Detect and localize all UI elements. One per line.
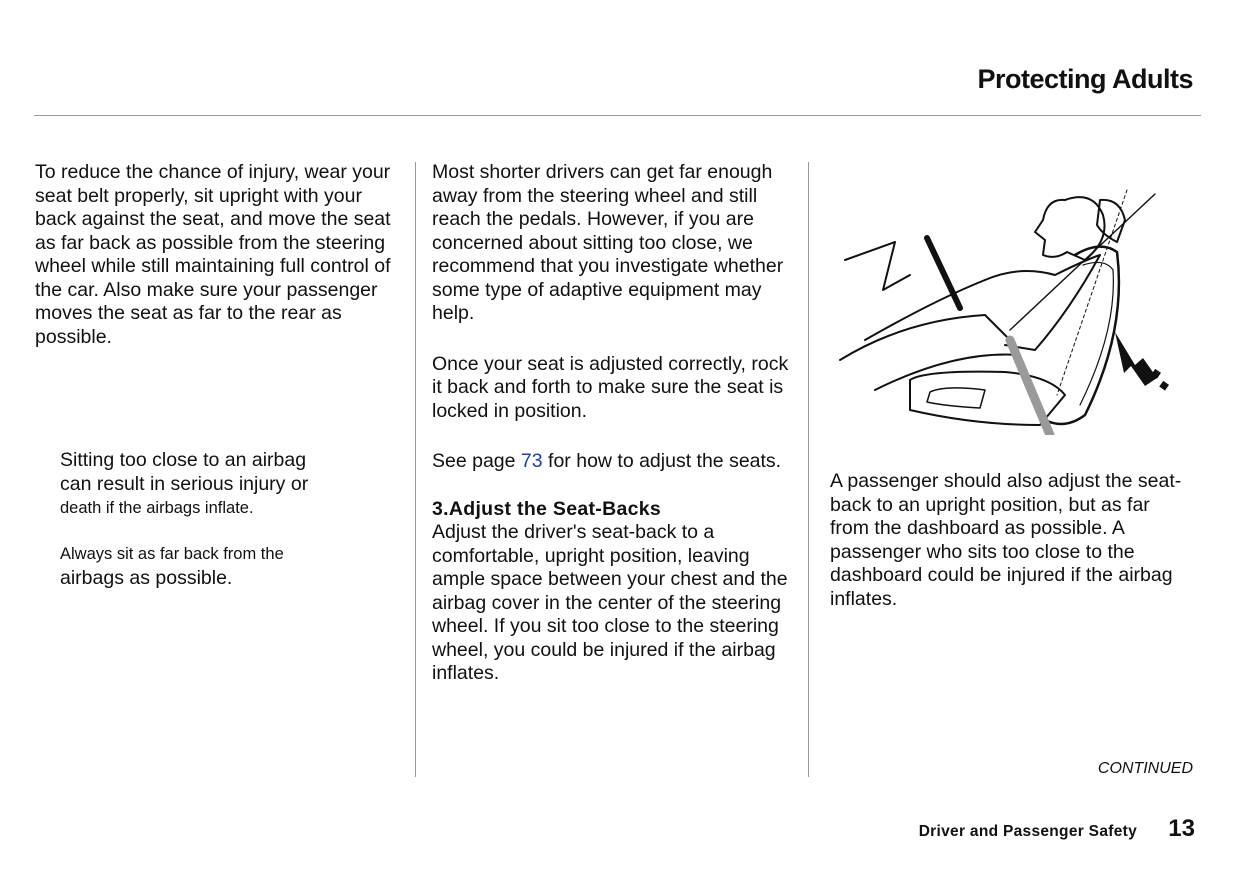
warning-line-5: airbags as possible. xyxy=(60,567,233,589)
warning-line-3: death if the airbags inflate. xyxy=(60,499,254,517)
upright-reference-line xyxy=(1057,190,1127,395)
seat-belt-upper xyxy=(1010,194,1155,330)
column-2 xyxy=(432,161,797,686)
column-3 xyxy=(830,470,1190,611)
seat-belt-lower xyxy=(1010,340,1050,435)
seat-back xyxy=(1045,247,1119,424)
see-page-prefix: See page xyxy=(432,450,516,472)
dashboard-outline xyxy=(845,242,910,290)
section-heading: 3.Adjust the Seat-Backs xyxy=(432,497,662,520)
column-1 xyxy=(35,161,400,349)
header-rule xyxy=(34,115,1201,116)
continued-label: CONTINUED xyxy=(1097,760,1193,777)
shorter-drivers-paragraph: Most shorter drivers can get far enough away from the steering wheel and still reach the pedals. However, if you are concerned about sitting too close, we recommend that you investigate whether some type of adaptive equipment may help. xyxy=(432,161,784,324)
intro-paragraph: To reduce the chance of injury, wear your seat belt properly, sit upright with your back against the seat, and move the seat as far back as possible from the steering wheel while still maintaining full control of the car. Also make sure your passenger moves the seat as far to the rear as possible. xyxy=(35,161,391,348)
seat-locked-paragraph: Once your seat is adjusted correctly, rock it back and forth to make sure the seat is locked in position. xyxy=(432,352,789,422)
passenger-paragraph: A passenger should also adjust the seat-back to an upright position, but as far from the dashboard as possible. A passenger who sits too close to the dashboard could be injured if the airbag inflates. xyxy=(830,470,1182,610)
seat-lever xyxy=(927,388,985,408)
footer-section-title: Driver and Passenger Safety xyxy=(918,823,1137,840)
column-divider-2 xyxy=(808,162,809,777)
driver-torso xyxy=(985,255,1100,350)
warning-line-4: Always sit as far back from the xyxy=(60,545,284,563)
airbag-warning xyxy=(60,448,390,590)
seat-back-inner xyxy=(1080,262,1113,405)
warning-line-2: can result in serious injury or xyxy=(60,473,309,495)
column-divider-1 xyxy=(415,162,416,777)
page-title: Protecting Adults xyxy=(977,64,1193,94)
see-page-suffix: for how to adjust the seats. xyxy=(548,450,782,472)
seat-adjustment-illustration xyxy=(835,180,1185,435)
adjust-arrow-icon xyxy=(1115,332,1169,391)
seat-back-paragraph: Adjust the driver's seat-back to a comfortable, upright position, leaving ample space between your chest and the airbag cover in the center of the steering wheel. If you sit too close to the steering wheel, you could be injured if the airbag inflates. xyxy=(432,521,788,684)
page-73-link[interactable]: 73 xyxy=(520,450,543,472)
leg-upper xyxy=(840,315,1010,360)
page-number: 13 xyxy=(1168,815,1195,842)
see-page-paragraph xyxy=(432,450,797,474)
warning-line-1: Sitting too close to an airbag xyxy=(60,449,307,471)
